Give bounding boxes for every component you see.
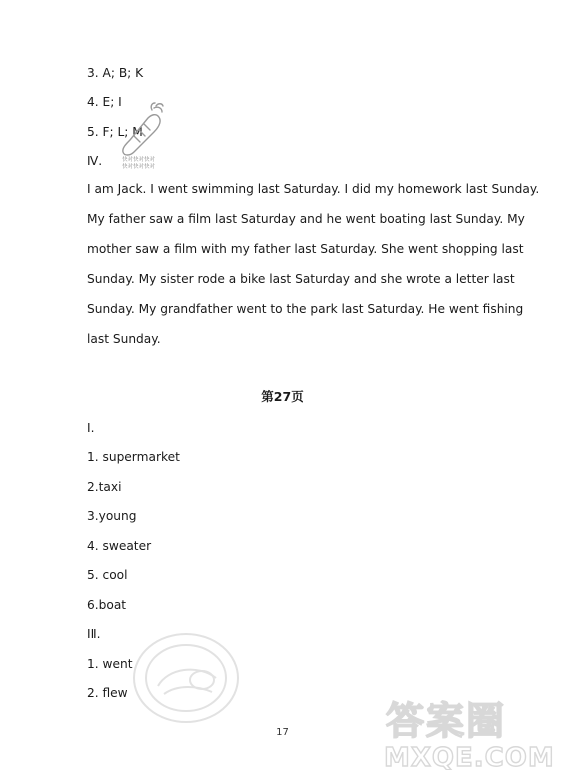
- section-i-label: I.: [87, 421, 95, 435]
- paragraph-line: My father saw a film last Saturday and he went boating last Sunday. My: [87, 212, 525, 226]
- answer-item-5: 5. F; L; M: [87, 125, 143, 139]
- vocab-item-4: 4. sweater: [87, 539, 152, 553]
- vocab-item-3: 3.young: [87, 509, 137, 523]
- past-item-2: 2. flew: [87, 686, 128, 700]
- seal-watermark-icon: [128, 628, 248, 728]
- vocab-item-1: 1. supermarket: [87, 450, 180, 464]
- page-heading: 第27页: [261, 389, 304, 404]
- past-item-1: 1. went: [87, 657, 133, 671]
- paragraph-line: I am Jack. I went swimming last Saturday. I did my homework last Sunday.: [87, 182, 540, 196]
- watermark-brand-glyphs: 答案圈: [386, 699, 507, 743]
- section-iv-label: Ⅳ.: [87, 154, 103, 168]
- vocab-item-5: 5. cool: [87, 568, 128, 582]
- paragraph-line: Sunday. My grandfather went to the park last Saturday. He went fishing: [87, 302, 524, 316]
- paragraph-line: mother saw a film with my father last Saturday. She went shopping last: [87, 242, 524, 256]
- section-iii-label: IⅡ.: [87, 627, 101, 641]
- watermark-site-text: MXQE.COM: [384, 743, 555, 770]
- vocab-item-2: 2.taxi: [87, 480, 122, 494]
- carrot-watermark-icon: [118, 102, 168, 160]
- brand-watermark-icon: [380, 690, 560, 770]
- watermark-caption: 快对快对快对 快对快对快对: [122, 157, 156, 170]
- paragraph-line: Sunday. My sister rode a bike last Saturday and she wrote a letter last: [87, 272, 515, 286]
- answer-paragraph: [87, 174, 540, 354]
- vocab-item-6: 6.boat: [87, 598, 127, 612]
- answer-item-3: 3. A; B; K: [87, 66, 144, 80]
- paragraph-line: last Sunday.: [87, 332, 161, 346]
- page-number: 17: [276, 727, 289, 738]
- answer-item-4: 4. E; I: [87, 95, 122, 109]
